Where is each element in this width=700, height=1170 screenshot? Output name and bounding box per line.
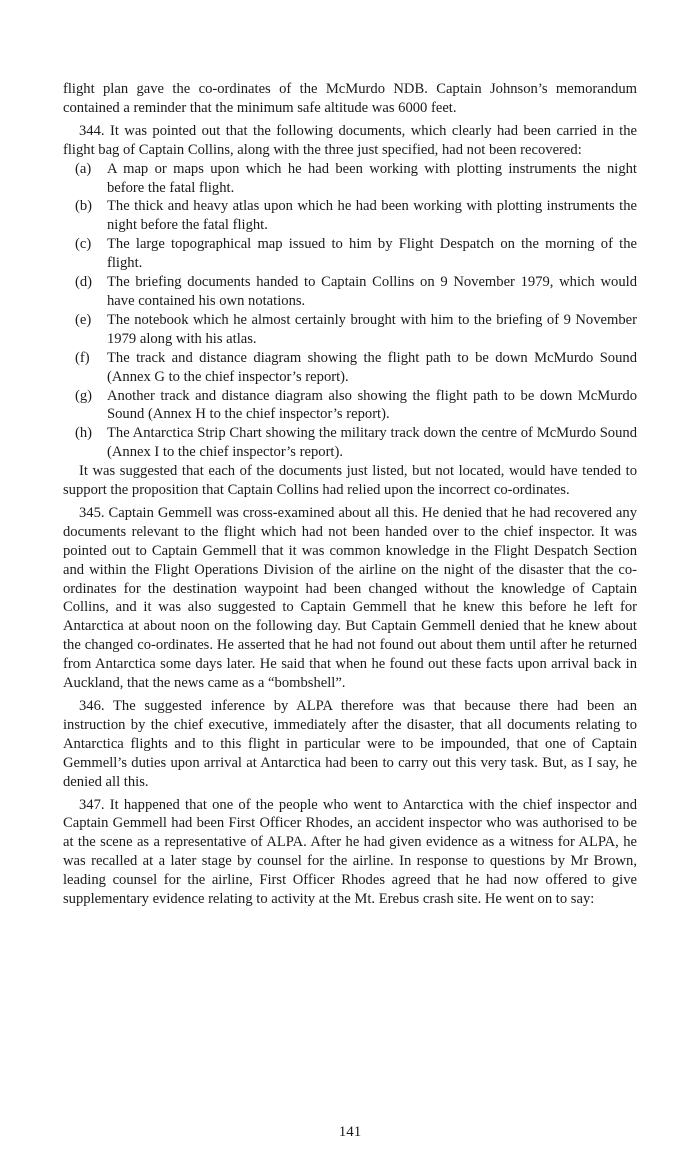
list-item-text: The notebook which he almost certainly brought with him to the briefing of 9 November 1979 along with his atlas. [107,311,637,347]
list-marker: (c) [75,236,92,253]
paragraph-345: 345. Captain Gemmell was cross-examined about all this. He denied that he had recovered any documents relevant to the flight which had not been handed over to the chief inspector. It was pointed out to Captain Gemmell that it was common knowledge in the Flight Despatch Section and within the Flight Operations Division of the airline on the night of the disaster that the co-ordinates for the destination waypoint had been changed without the knowledge of Captain Collins, and it was also suggested to Captain Gemmell that he knew this before he left for Antarctica at about noon on the following day. But Captain Gemmell denied that he knew about the changed co-ordinates. He asserted that he had not found out about them until after he returned from Antarctica some days later. He said that when he found out these facts upon arrival back in Auckland, that the news came as a “bombshell”. [63,504,637,692]
list-item-text: A map or maps upon which he had been working with plotting instruments the night before the fatal flight. [107,160,637,196]
list-marker: (e) [75,311,92,328]
list-item-text: The Antarctica Strip Chart showing the military track down the centre of McMurdo Sound (Annex I to the chief inspector’s report). [107,425,637,461]
list-marker: (f) [75,349,90,366]
list-item-text: The large topographical map issued to him by Flight Despatch on the morning of the flight. [107,236,637,272]
after-list-paragraph: It was suggested that each of the documents just listed, but not located, would have tended to support the proposition that Captain Collins had relied upon the incorrect co-ordinates. [63,463,637,499]
page-number: 141 [338,1124,362,1140]
list-marker: (b) [75,198,93,215]
list-item [63,273,637,311]
list-item-text: The briefing documents handed to Captain Collins on 9 November 1979, which would have contained his own notations. [107,274,637,309]
list-marker: (g) [75,387,93,404]
list-item-text: Another track and distance diagram also showing the flight path to be down McMurdo Sound (Annex H to the chief inspector’s report). [107,387,637,423]
document-page [63,80,637,909]
list-item [63,387,637,425]
list-item [63,349,637,387]
paragraph-344: 344. It was pointed out that the following documents, which clearly had been carried in the flight bag of Captain Collins, along with the three just specified, had not been recovered: [63,122,637,158]
list-item-text: The thick and heavy atlas upon which he had been working with plotting instruments the night before the fatal flight. [107,198,637,234]
list-marker: (a) [75,160,92,177]
list-item [63,311,637,349]
list-item [63,424,637,462]
paragraph-347: 347. It happened that one of the people who went to Antarctica with the chief inspector and Captain Gemmell had been First Officer Rhodes, an accident inspector who was authorised to be at the scene as a representative of ALPA. After he had given evidence as a witness for ALPA, he was recalled at a later stage by counsel for the airline. In response to questions by Mr Brown, leading counsel for the airline, First Officer Rhodes agreed that he had now offered to give supplementary evidence relating to activity at the Mt. Erebus crash site. He went on to say: [63,796,637,908]
list-marker: (d) [75,274,93,291]
paragraph-346: 346. The suggested inference by ALPA therefore was that because there had been an instruction by the chief executive, immediately after the disaster, that all documents relating to Antarctica flights and to this flight in particular were to be impounded, that one of Captain Gemmell’s duties upon arrival at Antarctica had been to carry out this very task. But, as I say, he denied all this. [63,698,637,790]
list-item [63,235,637,273]
list-marker: (h) [75,425,93,442]
document-list [63,160,637,463]
list-item-text: The track and distance diagram showing the flight path to be down McMurdo Sound (Annex G to the chief inspector’s report). [107,349,637,385]
list-item [63,160,637,198]
list-item [63,197,637,235]
continuation-paragraph: flight plan gave the co-ordinates of the McMurdo NDB. Captain Johnson’s memorandum contained a reminder that the minimum safe altitude was 6000 feet. [63,81,637,116]
